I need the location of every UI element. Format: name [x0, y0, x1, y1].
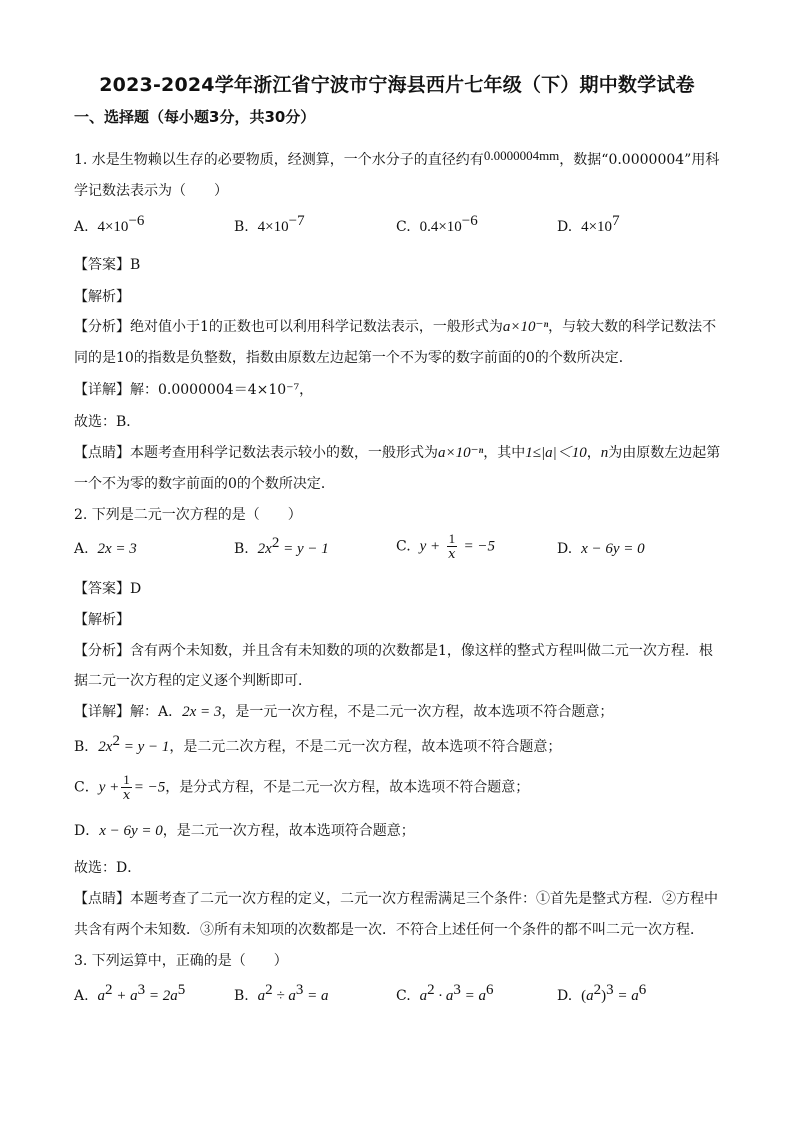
q2-option-a: [74, 541, 137, 558]
option-exponent: 7: [612, 213, 620, 229]
option-value-tail: = y − 1: [279, 541, 329, 557]
q2-option-d: [557, 541, 645, 558]
detail-text: ，是一元一次方程，不是二元一次方程，故本选项不符合题意；: [221, 704, 614, 720]
option-label: D.: [557, 219, 573, 235]
q1-dianjing-text: 【点睛】本题考查用科学记数法表示较小的数，一般形式为: [74, 445, 438, 461]
term: = 2a: [145, 988, 178, 1004]
fraction: [447, 531, 458, 562]
q1-dianjing-line1: [74, 444, 720, 462]
exponent: 5: [177, 982, 186, 998]
exponent: 2: [427, 982, 435, 998]
q1-fenxi-line2: 同的是10的指数是负整数，指数由原数左边起第一个不为零的数字前面的0的个数所决定．: [74, 350, 633, 366]
q1-fenxi-formula: a×10⁻ⁿ: [502, 319, 549, 335]
detail-prefix: D．: [74, 823, 100, 839]
option-label: B.: [234, 988, 249, 1004]
q1-answer: 【答案】B: [74, 257, 141, 273]
exponent: 3: [295, 982, 304, 998]
q1-option-b: [234, 213, 305, 236]
option-label: A.: [74, 219, 89, 235]
option-exponent: −6: [461, 213, 478, 229]
option-label: A.: [74, 541, 89, 557]
term: = a: [613, 988, 639, 1004]
option-value: 2x: [257, 541, 272, 557]
q1-stem-line2: 学记数法表示为（ ）: [74, 183, 228, 199]
term: = a: [460, 988, 486, 1004]
exponent: 6: [485, 982, 494, 998]
option-label: D.: [557, 541, 573, 557]
q3-option-a: [74, 982, 186, 1005]
q2-choose: 故选：D．: [74, 860, 142, 876]
option-label: C.: [396, 988, 411, 1004]
term: a: [97, 988, 105, 1004]
option-exponent: 2: [271, 535, 280, 551]
option-label: B.: [234, 541, 249, 557]
detail-exponent: 2: [112, 733, 120, 749]
fraction-denominator: x: [122, 788, 131, 803]
q2-option-c: [396, 531, 495, 562]
detail-formula: 2x: [98, 739, 113, 755]
exponent: 2: [593, 982, 602, 998]
detail-prefix: B．: [74, 739, 99, 755]
term: ÷ a: [272, 988, 296, 1004]
option-value: 4×10: [97, 219, 129, 235]
option-label: C.: [396, 538, 411, 555]
option-exponent: −6: [128, 213, 145, 229]
q2-dianjing-line1: 【点睛】本题考查了二元一次方程的定义，二元一次方程需满足三个条件：①首先是整式方程．②方程中: [74, 891, 718, 907]
q1-dianjing-line2: 一个不为零的数字前面的0的个数所决定．: [74, 476, 335, 492]
q2-detail-a: [74, 703, 613, 721]
exponent: 3: [137, 982, 146, 998]
option-value-tail: = −5: [463, 538, 496, 555]
q3-option-c: [396, 982, 494, 1005]
q2-fenxi-line2: 据二元一次方程的定义逐个判断即可．: [74, 673, 312, 689]
exponent: 2: [265, 982, 273, 998]
fraction-numerator: 1: [123, 772, 130, 787]
detail-prefix: C．: [74, 779, 99, 796]
option-label: C.: [396, 219, 411, 235]
q1-stem-line1: [74, 147, 719, 169]
q3-stem: 3. 下列运算中，正确的是（ ）: [74, 953, 288, 969]
q2-detail-d: [74, 822, 415, 840]
q1-choose: 故选：B．: [74, 414, 141, 430]
q1-stem-part-b: ，数据“0.0000004”用科: [559, 152, 720, 168]
term: a: [419, 988, 428, 1004]
option-label: A.: [74, 988, 89, 1004]
q1-analysis-heading: 【解析】: [74, 289, 130, 305]
option-label: D.: [557, 988, 573, 1004]
q1-dianjing-var: n: [600, 445, 609, 461]
option-value: 2x = 3: [97, 541, 137, 557]
q2-stem: 2. 下列是二元一次方程的是（ ）: [74, 507, 302, 523]
q2-detail-b: [74, 733, 562, 756]
q2-answer: 【答案】D: [74, 581, 142, 597]
detail-formula: x − 6y = 0: [99, 823, 163, 839]
q2-option-b: [234, 535, 329, 558]
q1-dianjing-text-c: 为由原数左边起第: [608, 445, 721, 461]
term: + a: [112, 988, 138, 1004]
detail-text: ，是分式方程，不是二元一次方程，故本选项不符合题意；: [165, 779, 530, 796]
section-heading: 一、选择题（每小题3分，共30分）: [74, 108, 316, 126]
q2-analysis-heading: 【解析】: [74, 612, 130, 628]
q2-detail-c: [74, 772, 529, 803]
fraction: [121, 772, 132, 803]
page-title: 2023-2024学年浙江省宁波市宁海县西片七年级（下）期中数学试卷: [99, 74, 695, 96]
term: a: [586, 988, 594, 1004]
q1-fenxi-text-b: ，与较大数的科学记数法不: [548, 319, 717, 335]
fraction-numerator: 1: [448, 531, 456, 546]
q1-value-mm: 0.0000004mm: [483, 148, 560, 163]
option-exponent: −7: [288, 213, 305, 229]
term: a: [257, 988, 266, 1004]
q3-option-b: [234, 982, 329, 1005]
detail-formula-tail: = y − 1: [119, 739, 170, 755]
q1-dianjing-text-b: ，其中: [483, 445, 526, 461]
q1-dianjing-formula: a×10⁻ⁿ: [438, 445, 484, 461]
option-value: 0.4×10: [419, 219, 462, 235]
q1-fenxi-line1: [74, 318, 716, 336]
q1-dianjing-range: 1≤|a|＜10: [525, 445, 587, 461]
option-value: 4×10: [581, 219, 613, 235]
q1-stem-part-a: 1. 水是生物赖以生存的必要物质，经测算，一个水分子的直径约有: [74, 152, 484, 168]
q1-option-c: [396, 213, 478, 236]
exponent: 3: [453, 982, 461, 998]
option-value: 4×10: [257, 219, 289, 235]
q1-option-d: [557, 213, 620, 236]
exponent: 3: [606, 982, 614, 998]
q1-fenxi-text: 【分析】绝对值小于1的正数也可以利用科学记数法表示，一般形式为: [74, 319, 503, 335]
q1-detail: 【详解】解：0.0000004＝4×10⁻⁷，: [74, 382, 314, 398]
detail-text: ，是二元二次方程，不是二元一次方程，故本选项不符合题意；: [169, 739, 562, 755]
detail-prefix: 【详解】解：A．: [74, 704, 183, 720]
option-value: x − 6y = 0: [581, 541, 645, 557]
q1-dianjing-comma: ，: [586, 445, 601, 461]
option-value: y +: [419, 538, 441, 555]
q2-dianjing-line2: 共含有两个未知数．③所有未知项的次数都是一次．不符合上述任何一个条件的都不叫二元一次方程．: [74, 922, 704, 938]
q2-fenxi-line1: 【分析】含有两个未知数，并且含有未知数的项的次数都是1，像这样的整式方程叫做二元一次方程．根: [74, 643, 713, 659]
paren-close: ): [601, 988, 607, 1004]
term: = a: [303, 988, 329, 1004]
detail-formula-tail: = −5: [133, 779, 166, 796]
q1-option-a: [74, 213, 145, 236]
detail-formula: y +: [98, 779, 120, 796]
paren-open: (: [581, 988, 587, 1004]
fraction-denominator: x: [448, 547, 456, 562]
q3-option-d: [557, 982, 647, 1005]
option-label: B.: [234, 219, 249, 235]
term: · a: [434, 988, 454, 1004]
detail-text: ，是二元一次方程，故本选项符合题意；: [162, 823, 415, 839]
exponent: 2: [104, 982, 113, 998]
detail-formula: 2x = 3: [182, 704, 222, 720]
exponent: 6: [638, 982, 647, 998]
